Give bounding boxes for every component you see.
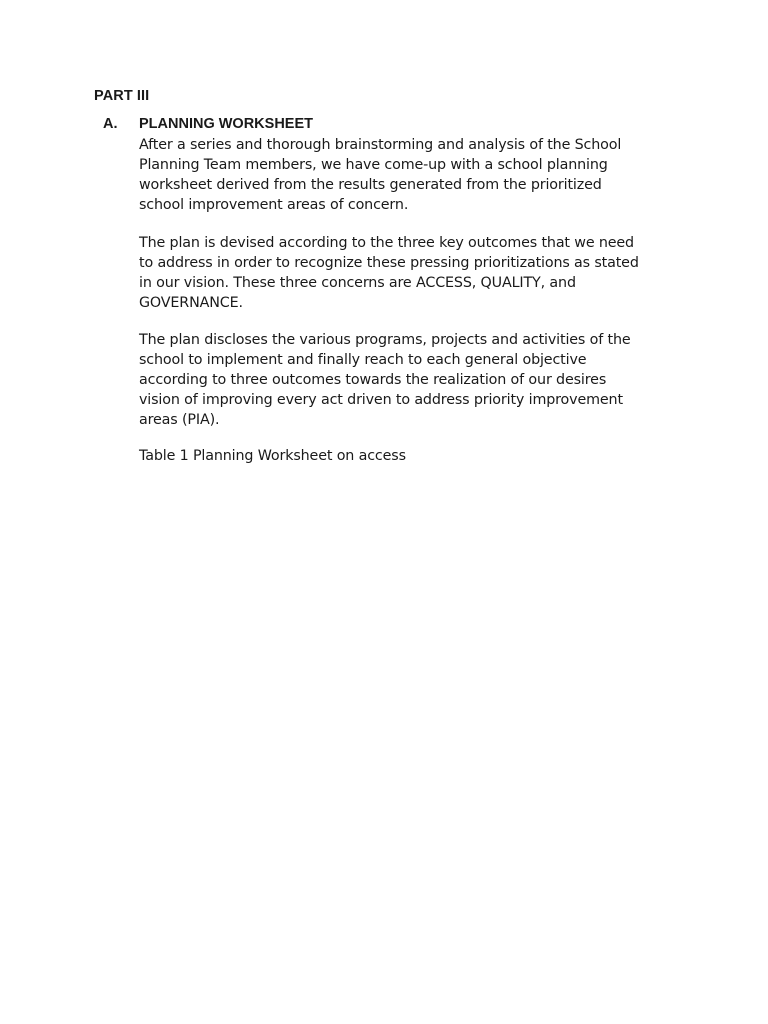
section-letter: A. bbox=[103, 116, 118, 132]
paragraph-line: in our vision. These three concerns are ACCESS, QUALITY, and bbox=[139, 275, 576, 291]
paragraph-line: vision of improving every act driven to address priority improvement bbox=[139, 392, 623, 408]
table-caption-text: Table 1 Planning Worksheet on access bbox=[139, 448, 406, 464]
paragraph-line: The plan discloses the various programs, projects and activities of the bbox=[139, 332, 631, 348]
paragraph-line: The plan is devised according to the three key outcomes that we need bbox=[139, 235, 634, 251]
paragraph-programs bbox=[139, 330, 679, 430]
paragraph-line: school to implement and finally reach to each general objective bbox=[139, 352, 587, 368]
paragraph-line: Planning Team members, we have come-up with a school planning bbox=[139, 157, 608, 173]
table-caption bbox=[139, 446, 679, 466]
paragraph-line: GOVERNANCE. bbox=[139, 295, 243, 311]
paragraph-line: according to three outcomes towards the realization of our desires bbox=[139, 372, 607, 388]
part-heading: PART III bbox=[94, 88, 150, 104]
paragraph-line: school improvement areas of concern. bbox=[139, 197, 409, 213]
paragraph-intro bbox=[139, 135, 679, 215]
paragraph-line: areas (PIA). bbox=[139, 412, 220, 428]
paragraph-outcomes bbox=[139, 233, 679, 313]
section-title: PLANNING WORKSHEET bbox=[139, 116, 313, 132]
paragraph-line: worksheet derived from the results generated from the prioritized bbox=[139, 177, 602, 193]
paragraph-line: After a series and thorough brainstorming and analysis of the School bbox=[139, 137, 622, 153]
paragraph-line: to address in order to recognize these pressing prioritizations as stated bbox=[139, 255, 639, 271]
